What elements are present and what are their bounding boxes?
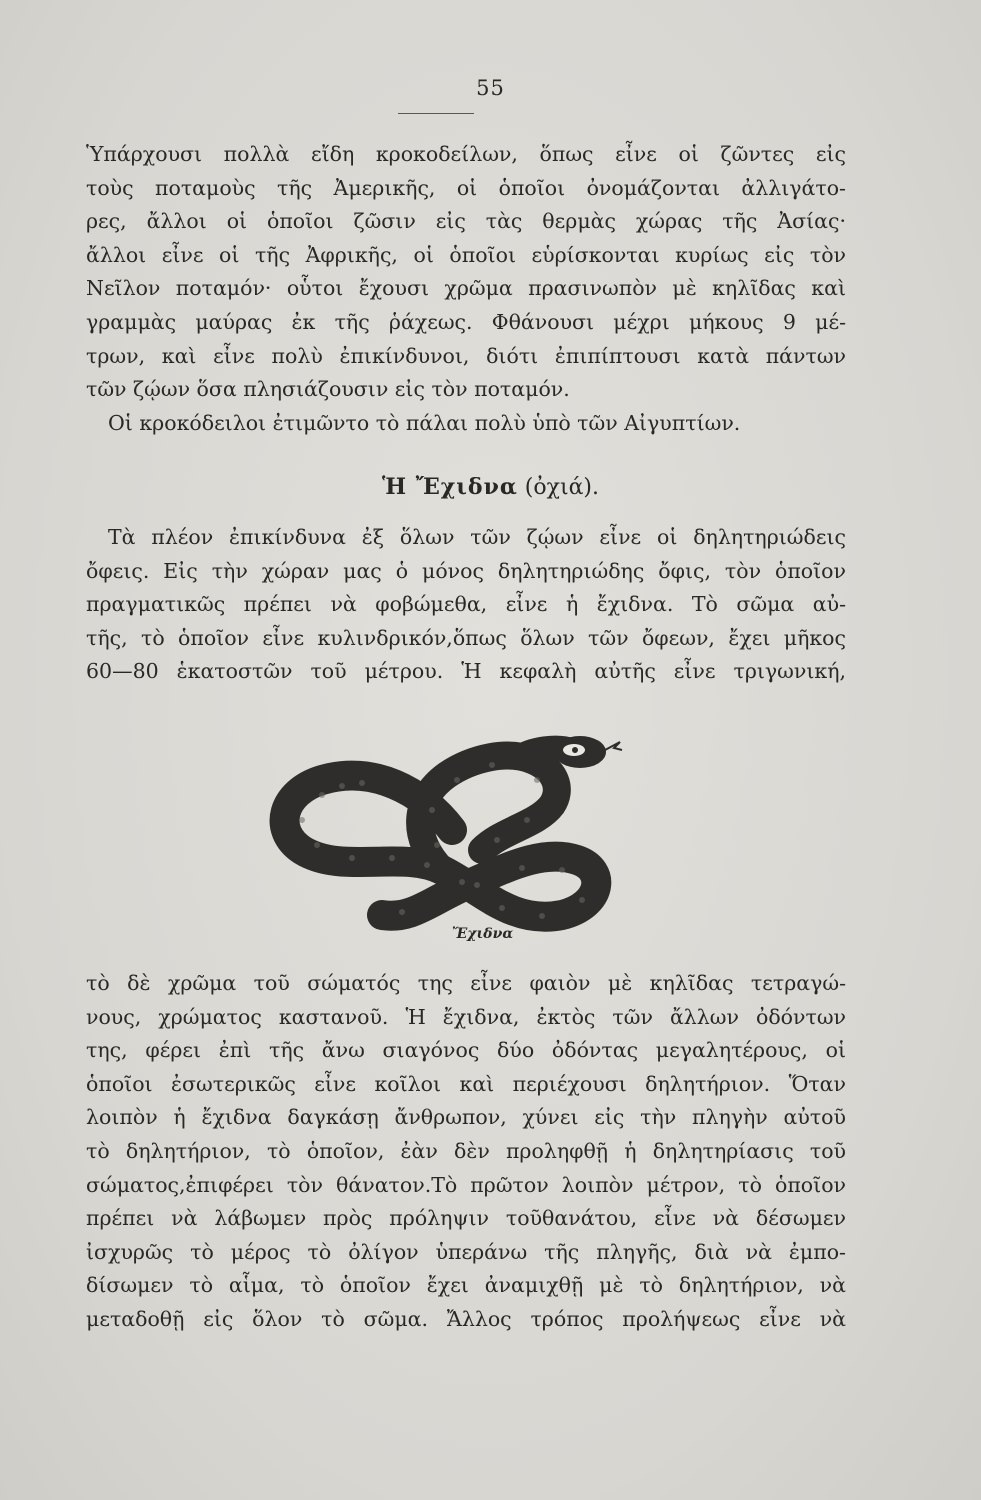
text-line: ὁποῖοι ἐσωτερικῶς εἶνε κοῖλοι καὶ περιέχουσι δηλητήριον. Ὅταν xyxy=(86,1071,846,1096)
viper-paragraph xyxy=(86,521,846,689)
text-line: δίσωμεν τὸ αἷμα, τὸ ὁποῖον ἔχει ἀναμιχθῇ μὲ τὸ δηλητήριον, νὰ xyxy=(86,1273,846,1298)
text-line: ἰσχυρῶς τὸ μέρος τὸ ὀλίγον ὑπεράνω τῆς πληγῆς, διὰ νὰ ἐμπο- xyxy=(86,1239,846,1264)
crocodile-paragraphs xyxy=(86,138,846,440)
text-line: ὄφεις. Εἰς τὴν χώραν μας ὁ μόνος δηλητηριώδης ὄφις, τὸν ὁποῖον xyxy=(86,558,846,583)
text-line: σώματος,ἐπιφέρει τὸν θάνατον.Τὸ πρῶτον λοιπὸν μέτρον, τὸ ὁποῖον xyxy=(86,1172,846,1197)
text-line: πρέπει νὰ λάβωμεν πρὸς πρόληψιν τοῦθανάτου, εἶνε νὰ δέσωμεν xyxy=(86,1206,846,1231)
text-line: ρες, ἄλλοι οἱ ὁποῖοι ζῶσιν εἰς τὰς θερμὰς χώρας τῆς Ἀσίας· xyxy=(86,209,846,234)
text-line: Ὑπάρχουσι πολλὰ εἴδη κροκοδείλων, ὅπως εἶνε οἱ ζῶντες εἰς xyxy=(86,142,846,166)
figure-caption: Ἔχιδνα xyxy=(452,926,514,942)
text-line: πραγματικῶς πρέπει νὰ φοβώμεθα, εἶνε ἡ ἔχιδνα. Τὸ σῶμα αὐ- xyxy=(86,592,846,617)
text-line: Νεῖλον ποταμόν· οὗτοι ἔχουσι χρῶμα πρασινωπὸν μὲ κηλῖδας καὶ xyxy=(86,276,846,301)
text-line: τρων, καὶ εἶνε πολὺ ἐπικίνδυνοι, διότι ἐπιπίπτουσι κατὰ πάντων xyxy=(86,343,846,368)
text-line: λοιπὸν ἡ ἔχιδνα δαγκάσῃ ἄνθρωπον, χύνει εἰς τὴν πληγὴν αὐτοῦ xyxy=(86,1105,846,1130)
viper-description-paragraph xyxy=(86,967,846,1337)
heading-title: Ἡ Ἔχιδνα xyxy=(382,474,518,500)
viper-illustration-icon xyxy=(262,720,642,935)
text-line: Τὰ πλέον ἐπικίνδυνα ἐξ ὅλων τῶν ζῴων εἶνε οἱ δηλητηριώδεις xyxy=(108,525,846,549)
text-line: μεταδοθῇ εἰς ὅλον τὸ σῶμα. Ἄλλος τρόπος προλήψεως εἶνε νὰ xyxy=(86,1306,846,1331)
heading-subtitle: (ὀχιά). xyxy=(524,475,599,500)
text-line: ἄλλοι εἶνε οἱ τῆς Ἀφρικῆς, οἱ ὁποῖοι εὑρίσκονται κυρίως εἰς τὸν xyxy=(86,242,846,267)
text-line: 60—80 ἑκατοστῶν τοῦ μέτρου. Ἡ κεφαλὴ αὐτῆς εἶνε τριγωνική, xyxy=(86,659,846,684)
section-heading xyxy=(0,474,981,500)
text-line: γραμμὰς μαύρας ἐκ τῆς ῥάχεως. Φθάνουσι μέχρι μήκους 9 μέ- xyxy=(86,309,846,334)
text-line: νους, χρώματος καστανοῦ. Ἡ ἔχιδνα, ἐκτὸς τῶν ἄλλων ὀδόντων xyxy=(86,1004,846,1029)
text-line: της, φέρει ἐπὶ τῆς ἄνω σιαγόνος δύο ὀδόντας μεγαλητέρους, οἱ xyxy=(86,1038,846,1063)
text-line: τὸ δὲ χρῶμα τοῦ σώματός της εἶνε φαιὸν μὲ κηλῖδας τετραγώ- xyxy=(86,971,846,995)
text-line: τὸ δηλητήριον, τὸ ὁποῖον, ἐὰν δὲν προληφθῇ ἡ δηλητηρίασις τοῦ xyxy=(86,1138,846,1163)
text-line: τῶν ζῴων ὅσα πλησιάζουσιν εἰς τὸν ποταμόν. xyxy=(86,377,570,402)
text-line: Οἱ κροκόδειλοι ἐτιμῶντο τὸ πάλαι πολὺ ὑπὸ τῶν Αἰγυπτίων. xyxy=(108,410,741,435)
text-line: τοὺς ποταμοὺς τῆς Ἀμερικῆς, οἱ ὁποῖοι ὀνομάζονται ἀλλιγάτο- xyxy=(86,175,846,200)
text-line: τῆς, τὸ ὁποῖον εἶνε κυλινδρικόν,ὅπως ὅλων τῶν ὄφεων, ἔχει μῆκος xyxy=(86,625,846,650)
page-number: 55 xyxy=(476,76,505,100)
page-number-rule xyxy=(398,113,474,114)
